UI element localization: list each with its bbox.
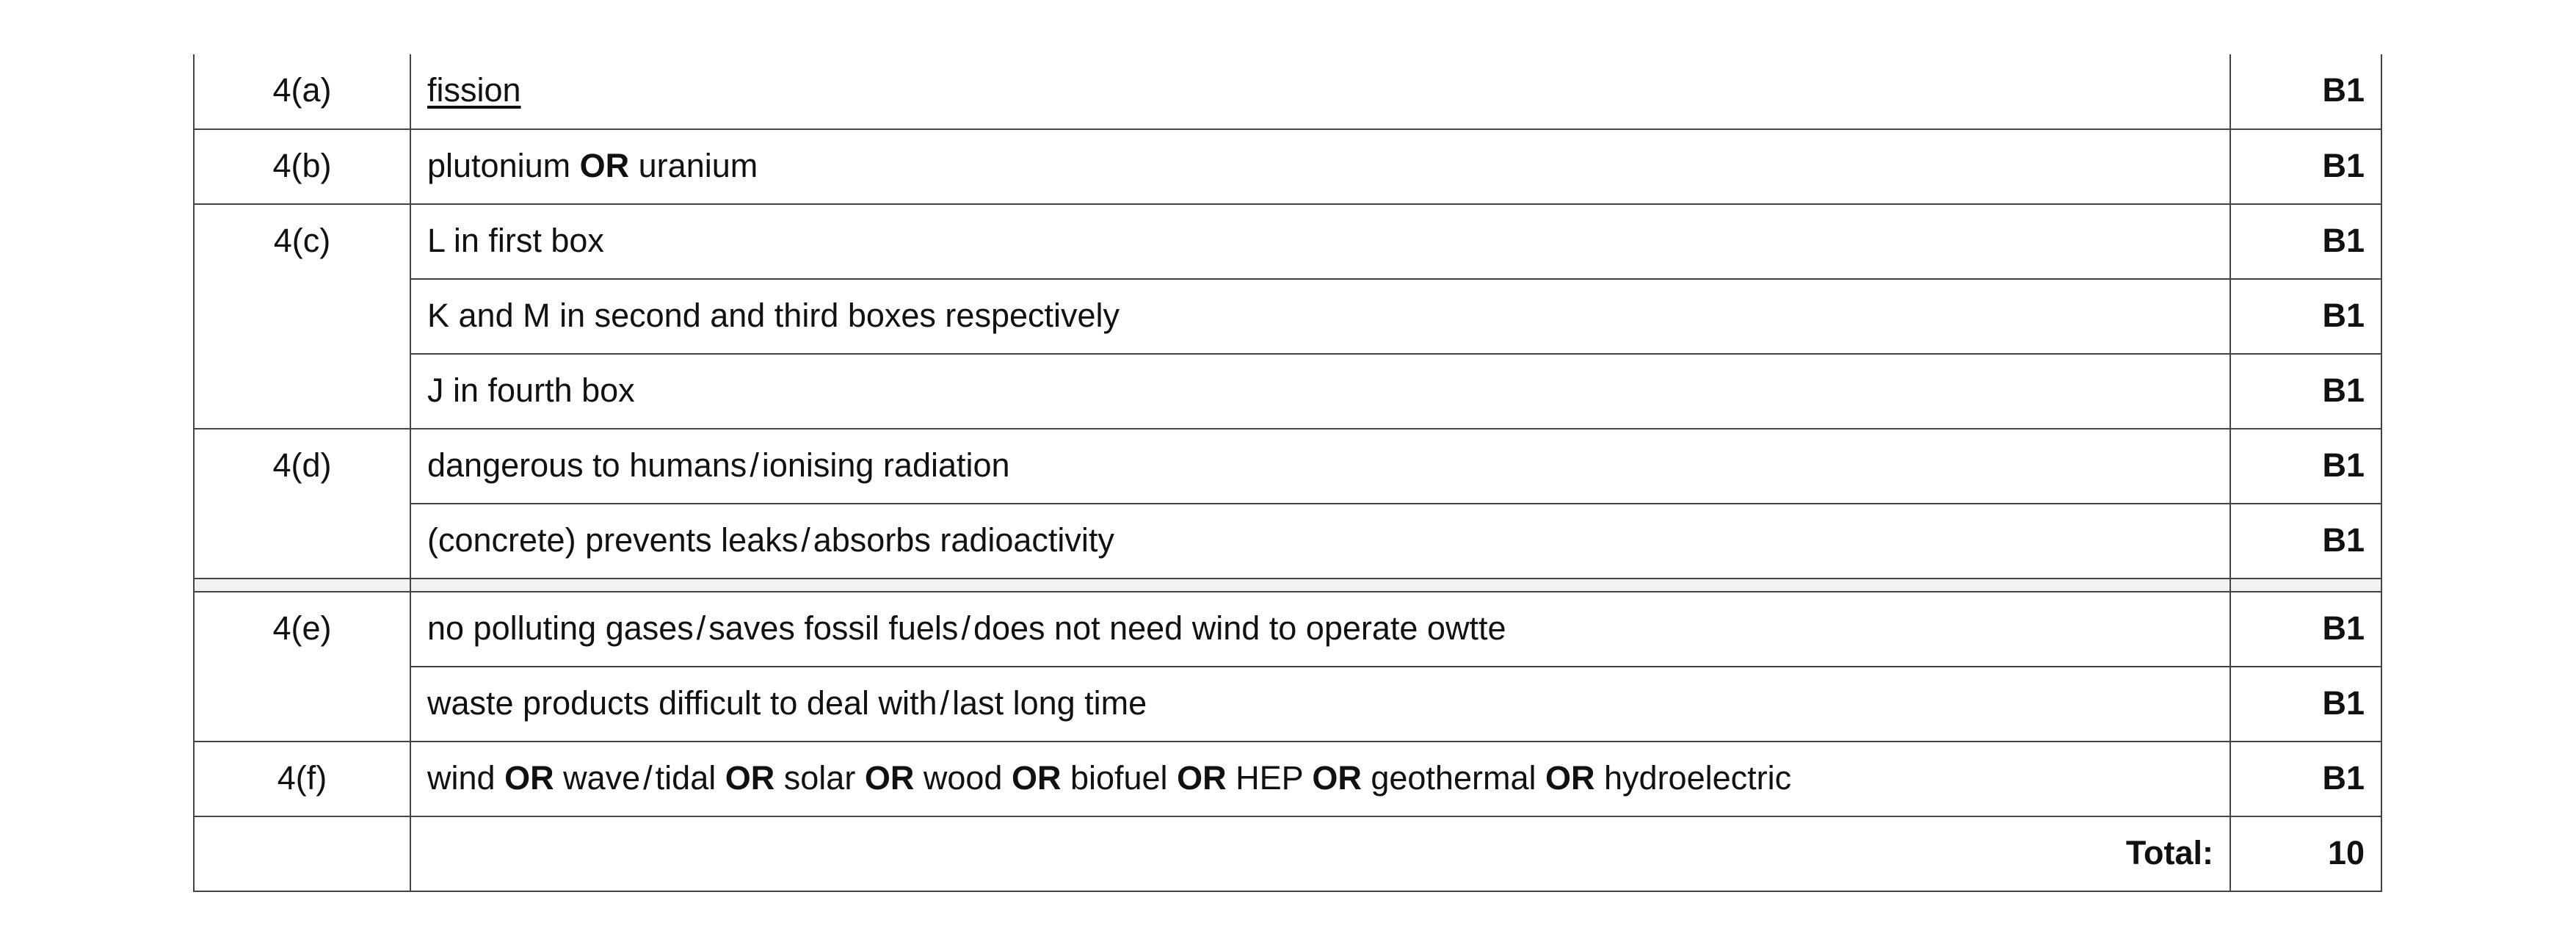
separator: /: [696, 609, 706, 647]
answer-cell: [410, 592, 2230, 667]
answer-cell: [410, 429, 2230, 504]
answer-text: (concrete) prevents leaks: [427, 521, 799, 559]
or-keyword: OR: [864, 759, 915, 797]
total-label: Total:: [2125, 834, 2213, 871]
answer-text: uranium: [638, 147, 758, 184]
separator: /: [643, 759, 653, 797]
answer-text: dangerous to humans: [427, 446, 747, 484]
or-keyword: OR: [1312, 759, 1362, 797]
question-number: 4(e): [272, 609, 332, 647]
page-break-row: [194, 579, 2381, 592]
question-number-cell: [194, 429, 410, 579]
question-number-cell: [194, 129, 410, 204]
answer-text: ionising radiation: [761, 446, 1010, 484]
mark-cell: [2230, 279, 2381, 354]
empty-cell: [194, 816, 410, 891]
answer-text: wave: [563, 759, 641, 797]
answer-text: geothermal: [1371, 759, 1536, 797]
answer-text: no polluting gases: [427, 609, 694, 647]
separator: /: [940, 684, 950, 722]
mark-value: B1: [2322, 71, 2365, 109]
question-number-cell: [194, 204, 410, 429]
question-number-cell: [194, 592, 410, 742]
total-row: [194, 816, 2381, 891]
total-value: 10: [2327, 834, 2365, 871]
answer-text: plutonium: [427, 147, 571, 184]
separator: /: [801, 521, 810, 559]
mark-value: B1: [2322, 371, 2365, 409]
table-row: [194, 354, 2381, 429]
separator: /: [961, 609, 970, 647]
question-number-cell: [194, 742, 410, 816]
answer-cell: [410, 129, 2230, 204]
mark-cell: [2230, 592, 2381, 667]
table-row: [194, 742, 2381, 816]
answer-text: tidal: [655, 759, 716, 797]
or-keyword: OR: [504, 759, 554, 797]
mark-cell: [2230, 667, 2381, 742]
answer-text: fission: [427, 71, 521, 109]
mark-cell: [2230, 54, 2381, 129]
answer-text: wind: [427, 759, 496, 797]
mark-cell: [2230, 429, 2381, 504]
answer-cell: [410, 54, 2230, 129]
mark-value: B1: [2322, 521, 2365, 559]
or-keyword: OR: [1545, 759, 1595, 797]
table-row: [194, 667, 2381, 742]
mark-value: B1: [2322, 759, 2365, 797]
question-number: 4(b): [272, 147, 332, 184]
answer-text: solar: [783, 759, 856, 797]
answer-text: wood: [923, 759, 1003, 797]
mark-cell: [2230, 742, 2381, 816]
table-row: [194, 429, 2381, 504]
answer-cell: [410, 504, 2230, 579]
table-row: [194, 54, 2381, 129]
mark-cell: [2230, 204, 2381, 279]
separator: /: [750, 446, 759, 484]
answer-text: saves fossil fuels: [708, 609, 959, 647]
answer-text: absorbs radioactivity: [813, 521, 1114, 559]
mark-cell: [2230, 354, 2381, 429]
table-row: [194, 504, 2381, 579]
page-break-cell: [2230, 579, 2381, 592]
total-value-cell: [2230, 816, 2381, 891]
total-label-cell: [410, 816, 2230, 891]
answer-text: hydroelectric: [1604, 759, 1792, 797]
or-keyword: OR: [1177, 759, 1227, 797]
question-number: 4(c): [273, 222, 331, 259]
answer-cell: [410, 279, 2230, 354]
question-number-cell: [194, 54, 410, 129]
page-break-cell: [410, 579, 2230, 592]
answer-text: L in first box: [427, 222, 604, 259]
answer-cell: [410, 354, 2230, 429]
mark-value: B1: [2322, 609, 2365, 647]
table-row: [194, 592, 2381, 667]
answer-cell: [410, 667, 2230, 742]
answer-text: waste products difficult to deal with: [427, 684, 937, 722]
answer-text: last long time: [952, 684, 1147, 722]
table-row: [194, 204, 2381, 279]
mark-cell: [2230, 504, 2381, 579]
answer-text: J in fourth box: [427, 371, 635, 409]
mark-value: B1: [2322, 446, 2365, 484]
mark-value: B1: [2322, 147, 2365, 184]
mark-scheme-table: [193, 54, 2382, 892]
question-number: 4(d): [272, 446, 332, 484]
or-keyword: OR: [579, 147, 630, 184]
or-keyword: OR: [725, 759, 775, 797]
answer-text: HEP: [1236, 759, 1303, 797]
answer-text: K and M in second and third boxes respectively: [427, 297, 1120, 334]
question-number: 4(f): [277, 759, 327, 797]
page-break-cell: [194, 579, 410, 592]
question-number: 4(a): [272, 71, 332, 109]
answer-cell: [410, 204, 2230, 279]
table-row: [194, 279, 2381, 354]
answer-text: does not need wind to operate owtte: [973, 609, 1506, 647]
answer-cell: [410, 742, 2230, 816]
mark-cell: [2230, 129, 2381, 204]
mark-value: B1: [2322, 297, 2365, 334]
mark-value: B1: [2322, 222, 2365, 259]
mark-value: B1: [2322, 684, 2365, 722]
answer-text: biofuel: [1070, 759, 1168, 797]
table-row: [194, 129, 2381, 204]
or-keyword: OR: [1011, 759, 1062, 797]
